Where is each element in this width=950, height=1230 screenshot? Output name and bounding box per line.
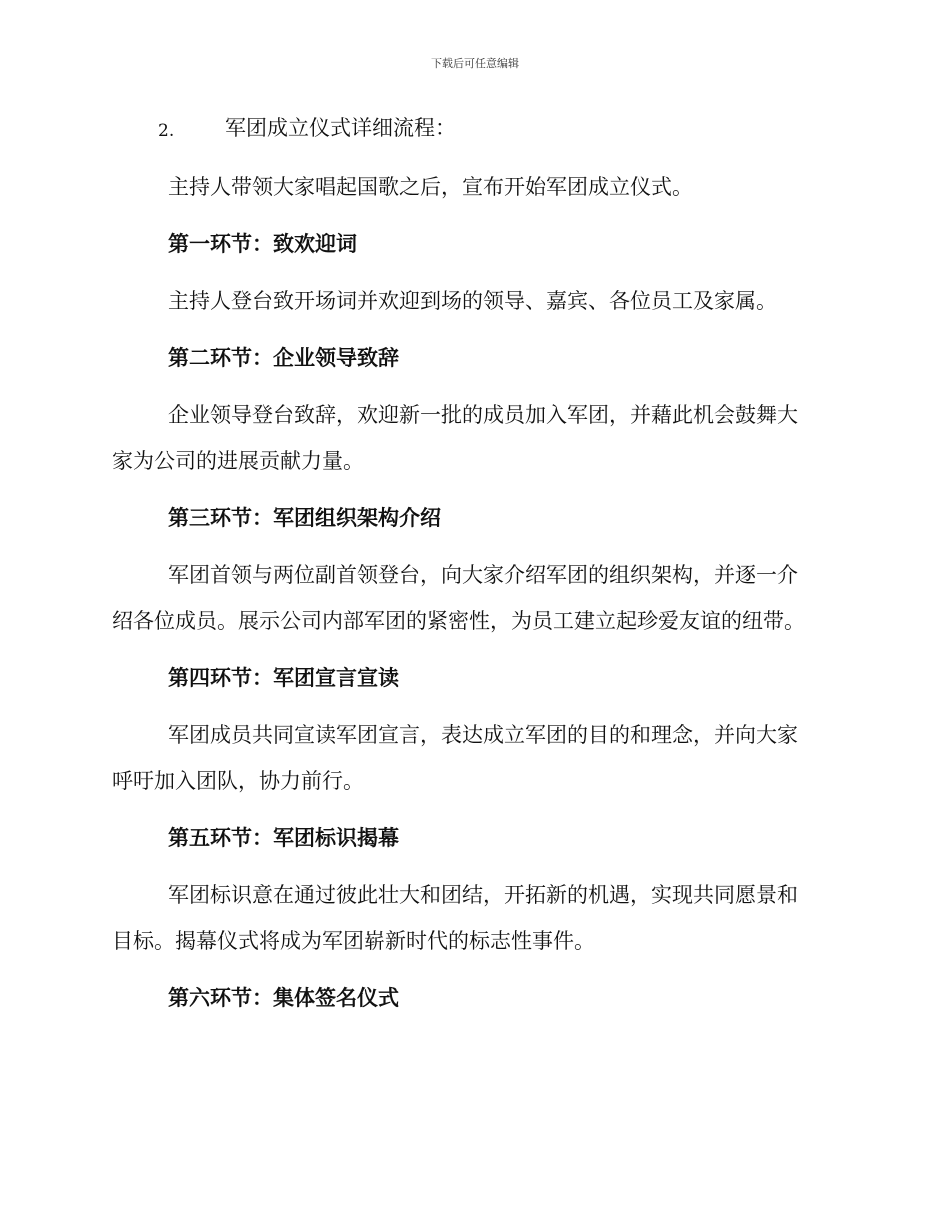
section-5-paragraph-line-1: 军团标识意在通过彼此壮大和团结，开拓新的机遇，实现共同愿景和 (168, 883, 798, 907)
section-2-paragraph-line-2: 家为公司的进展贡献力量。 (112, 449, 364, 473)
list-item-number: 2. (158, 121, 175, 141)
section-heading-5: 第五环节：军团标识揭幕 (168, 826, 399, 850)
section-4-paragraph-line-1: 军团成员共同宣读军团宣言，表达成立军团的目的和理念，并向大家 (168, 723, 798, 747)
section-heading-6: 第六环节：集体签名仪式 (168, 986, 399, 1010)
section-4-paragraph-line-2: 呼吁加入团队，协力前行。 (112, 769, 364, 793)
section-heading-4: 第四环节：军团宣言宣读 (168, 666, 399, 690)
section-3-paragraph-line-1: 军团首领与两位副首领登台，向大家介绍军团的组织架构，并逐一介 (168, 563, 798, 587)
section-5-paragraph-line-2: 目标。揭幕仪式将成为军团崭新时代的标志性事件。 (112, 929, 595, 953)
section-heading-3: 第三环节：军团组织架构介绍 (168, 506, 441, 530)
intro-paragraph: 主持人带领大家唱起国歌之后，宣布开始军团成立仪式。 (168, 175, 693, 199)
section-3-paragraph-line-2: 绍各位成员。展示公司内部军团的紧密性，为员工建立起珍爱友谊的纽带。 (112, 609, 805, 633)
section-1-paragraph-line-1: 主持人登台致开场词并欢迎到场的领导、嘉宾、各位员工及家属。 (168, 289, 777, 313)
section-heading-1: 第一环节：致欢迎词 (168, 232, 357, 256)
section-heading-2: 第二环节：企业领导致辞 (168, 346, 399, 370)
section-2-paragraph-line-1: 企业领导登台致辞，欢迎新一批的成员加入军团，并藉此机会鼓舞大 (168, 403, 798, 427)
list-item-title: 军团成立仪式详细流程： (225, 116, 456, 140)
header-note: 下载后可任意编辑 (431, 57, 519, 70)
